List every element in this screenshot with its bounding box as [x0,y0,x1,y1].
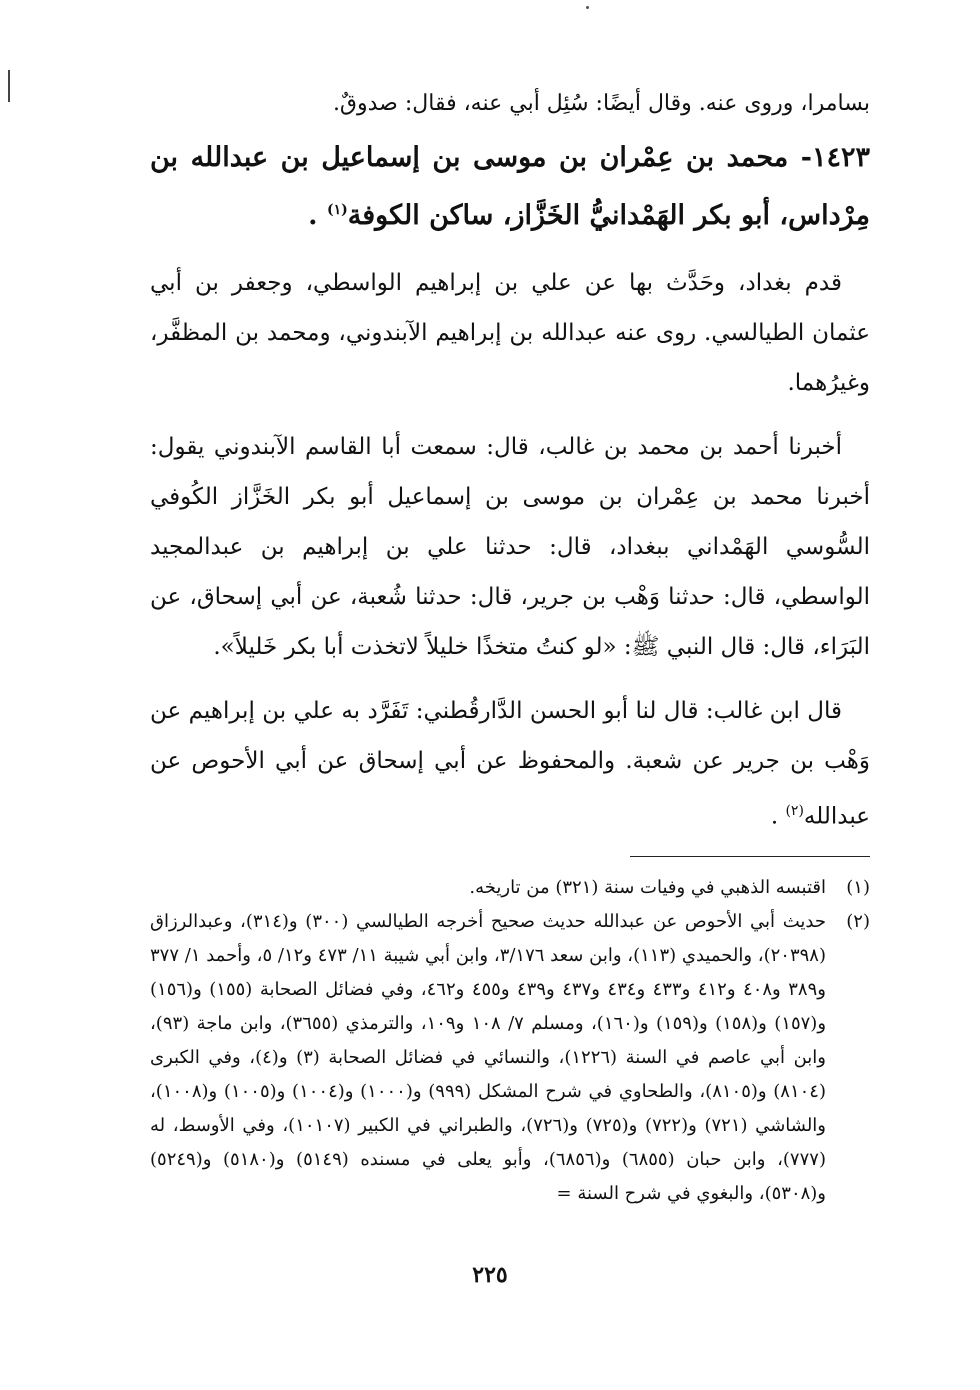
footnote-2-marker: (٢) [846,910,870,932]
footnote-1-marker: (١) [846,876,870,898]
main-text-column [150,84,870,1211]
entry-heading-text: ١٤٢٣- محمد بن عِمْران بن موسى بن إسماعيل بن عبدالله بن مِرْداس، أبو بكر الهَمْدانيُّ الخَزَّاز، ساكن الكوفة [150,142,870,231]
scan-speck [586,6,589,9]
footnote-divider [630,856,870,857]
footnote-2-text: حديث أبي الأحوص عن عبدالله حديث صحيح أخرجه الطيالسي (٣٠٠) و(٣١٤)، وعبدالرزاق (٢٠٣٩٨)، والحميدي (١١٣)، وابن سعد ٣/١٧٦، وابن أبي شيبة ١١/ ٤٧٣ و١٢/ ٥، وأحمد ١/ ٣٧٧ و٣٨٩ و٤٠٨ و٤١٢ و٤٣٣ و٤٣٤ و٤٣٧ و٤٣٩ و٤٥٥ و٤٦٢، وفي فضائل الصحابة (١٥٥) و(١٥٦) و(١٥٧) و(١٥٨) و(١٥٩) و(١٦٠)، ومسلم ٧/ ١٠٨ و١٠٩، والترمذي (٣٦٥٥)، وابن ماجة (٩٣)، وابن أبي عاصم في السنة (١٢٢٦)، والنسائي في فضائل الصحابة (٣) و(٤)، وفي الكبرى (٨١٠٤) و(٨١٠٥)، والطحاوي في شرح المشكل (٩٩٩) و(١٠٠٠) و(١٠٠٤) و(١٠٠٥) و(١٠٠٨)، والشاشي (٧٢١) و(٧٢٢) و(٧٢٥) و(٧٢٦)، والطبراني في الكبير (١٠١٠٧)، وفي الأوسط، له (٧٧٧)، وابن حبان (٦٨٥٥) و(٦٨٥٦)، وأبو يعلى في مسنده (٥١٤٩) و(٥١٨٠) و(٥٢٤٩) و(٥٣٠٨)، والبغوي في شرح السنة = [150,910,827,1204]
footnote-ref-2: (٢) [785,803,804,819]
footnote-ref-1: (١) [326,202,348,218]
footnote-1 [150,871,870,905]
paragraph-2: أخبرنا أحمد بن محمد بن غالب، قال: سمعت أبا القاسم الآبندوني يقول: أخبرنا محمد بن عِمْران بن موسى بن إسماعيل أبو بكر الخَزَّاز الكُوفي السُّوسي الهَمْداني ببغداد، قال: حدثنا علي بن إبراهيم بن عبدالمجيد الواسطي، قال: حدثنا وَهْب بن جرير، قال: حدثنا شُعبة، عن أبي إسحاق، عن البَرَاء، قال: قال النبي ﷺ: «لو كنتُ متخذًا خليلاً لاتخذت أبا بكر خَليلاً». [150,434,870,660]
continuation-line: بسامرا، وروى عنه. وقال أيضًا: سُئِل أبي عنه، فقال: صدوقٌ. [332,91,870,116]
page-number: ٢٢٥ [472,1262,508,1288]
footnote-1-text: اقتبسه الذهبي في وفيات سنة (٣٢١) من تاريخه. [469,876,826,898]
paragraph-3: قال ابن غالب: قال لنا أبو الحسن الدَّارقُطني: تَفَرَّد به علي بن إبراهيم عن وَهْب بن جرير عن شعبة. والمحفوظ عن أبي إسحاق عن أبي الأحوص عن عبدالله$^{(٢)}$ . [150,698,870,830]
paragraph-3-text: قال ابن غالب: قال لنا أبو الحسن الدَّارقُطني: تَفَرَّد به علي بن إبراهيم عن وَهْب بن جرير عن شعبة. والمحفوظ عن أبي إسحاق عن أبي الأحوص عن عبدالله [150,698,870,830]
paragraph-1: قدم بغداد، وحَدَّث بها عن علي بن إبراهيم الواسطي، وجعفر بن أبي عثمان الطيالسي. روى عنه عبدالله بن إبراهيم الآبندوني، ومحمد بن المظفَّر، وغيرُهما. [150,270,870,396]
entry-heading: ١٤٢٣- محمد بن عِمْران بن موسى بن إسماعيل بن عبدالله بن مِرْداس، أبو بكر الهَمْدانيُّ الخَزَّاز، ساكن الكوفة$^{(١)}$ . [150,142,870,231]
scan-edge-mark [8,70,10,102]
footnote-2 [150,905,870,1211]
